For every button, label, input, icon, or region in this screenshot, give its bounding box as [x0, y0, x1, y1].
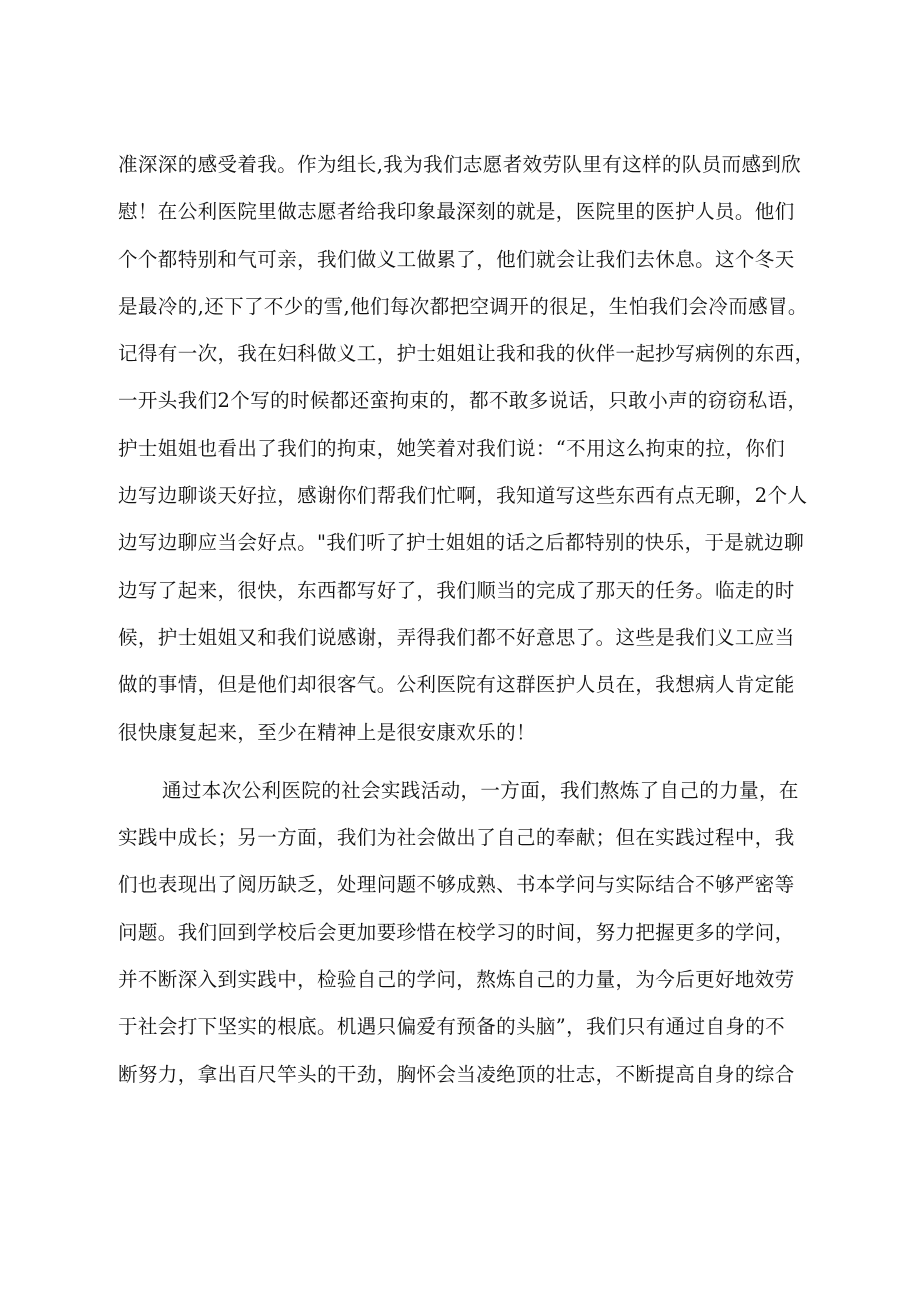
text-line: 问题。我们回到学校后会更加要珍惜在校学习的时间，努力把握更多的学问，: [118, 920, 795, 944]
paragraph-2: [118, 767, 818, 1098]
text-line: 护士姐姐也看出了我们的拘束，她笑着对我们说：“不用这么拘束的拉，你们: [118, 436, 786, 460]
text-line: 一开头我们2个写的时候都还蛮拘束的，都不敢多说话，只敢小声的窃窃私语，: [118, 389, 808, 413]
text-line: 是最冷的,还下了不少的雪,他们每次都把空调开的很足，生怕我们会冷而感冒。: [118, 294, 808, 318]
text-line: 断努力，拿出百尺竿头的干劲，胸怀会当凌绝顶的壮志，不断提高自身的综合: [118, 1062, 795, 1086]
text-line: 边写了起来，很快，东西都写好了，我们顺当的完成了那天的任务。临走的时: [118, 578, 795, 602]
text-line: 实践中成长；另一方面，我们为社会做出了自己的奉献；但在实践过程中，我: [118, 826, 795, 850]
text-line: 们也表现出了阅历缺乏，处理问题不够成熟、书本学问与实际结合不够严密等: [118, 873, 795, 897]
text-line: 个个都特别和气可亲，我们做义工做累了，他们就会让我们去休息。这个冬天: [118, 247, 795, 271]
paragraph-gap: [118, 756, 818, 767]
text-line: 边写边聊谈天好拉，感谢你们帮我们忙啊，我知道写这些东西有点无聊，2个人: [118, 484, 808, 508]
text-line: 并不断深入到实践中，检验自己的学问，熬炼自己的力量，为今后更好地效劳: [118, 968, 795, 992]
text-line: 慰！在公利医院里做志愿者给我印象最深刻的就是，医院里的医护人员。他们: [118, 200, 795, 224]
text-line: 于社会打下坚实的根底。机遇只偏爱有预备的头脑”，我们只有通过自身的不: [118, 1015, 786, 1039]
text-line: 记得有一次，我在妇科做义工，护士姐姐让我和我的伙伴一起抄写病例的东西，: [118, 342, 815, 366]
text-line: 很快康复起来，至少在精神上是很安康欢乐的！: [118, 720, 536, 744]
text-line: 准深深的感受着我。作为组长,我为我们志愿者效劳队里有这样的队员而感到欣: [118, 153, 802, 176]
text-line: 候，护士姐姐又和我们说感谢，弄得我们都不好意思了。这些是我们义工应当: [118, 625, 795, 649]
text-line: 通过本次公利医院的社会实践活动，一方面，我们熬炼了自己的力量，在: [162, 778, 799, 802]
text-line: 边写边聊应当会好点。"我们听了护士姐姐的话之后都特别的快乐，于是就边聊: [118, 531, 804, 555]
text-line: 做的事情，但是他们却很客气。公利医院有这群医护人员在，我想病人肯定能: [118, 673, 795, 697]
paragraph-1: [118, 141, 818, 756]
document-body: [118, 141, 818, 1098]
